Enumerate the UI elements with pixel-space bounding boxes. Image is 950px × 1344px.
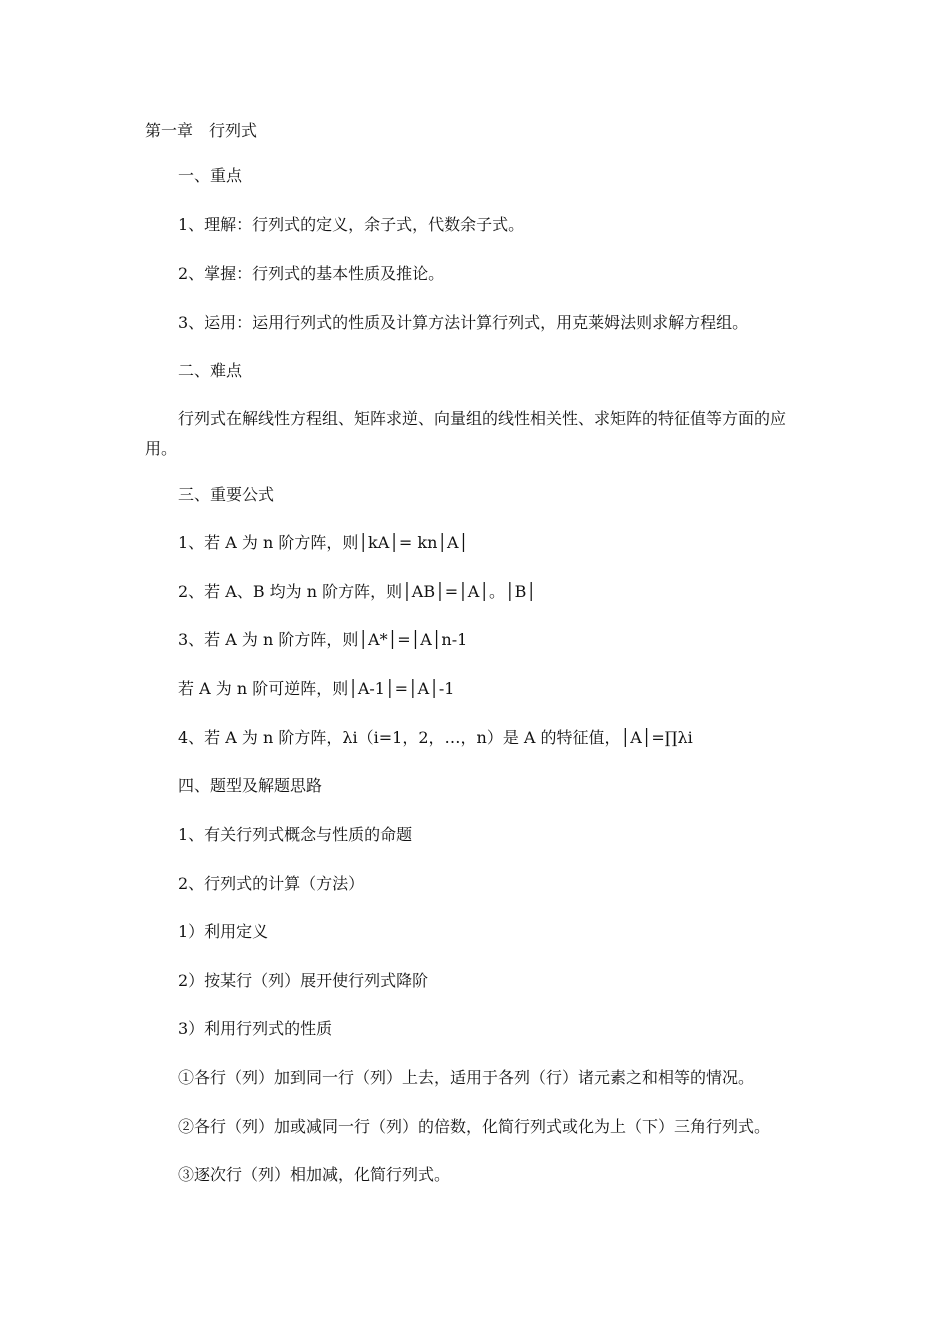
- property-item: ①各行（列）加到同一行（列）上去，适用于各列（行）诸元素之和相等的情况。: [178, 1068, 755, 1087]
- property-item: ②各行（列）加或减同一行（列）的倍数，化简行列式或化为上（下）三角行列式。: [178, 1117, 771, 1136]
- property-item: ③逐次行（列）相加减，化简行列式。: [178, 1165, 451, 1184]
- section-heading-key-points: 一、重点: [178, 166, 243, 185]
- key-point-item: 3、运用：运用行列式的性质及计算方法计算行列式，用克莱姆法则求解方程组。: [178, 313, 749, 332]
- section-heading-difficulties: 二、难点: [178, 361, 243, 380]
- chapter-title: 第一章 行列式: [145, 121, 258, 140]
- method-item: 2）按某行（列）展开使行列式降阶: [178, 971, 429, 990]
- method-item: 1）利用定义: [178, 922, 269, 941]
- section-heading-formulas: 三、重要公式: [178, 485, 275, 504]
- formula-item: 4、若 A 为 n 阶方阵，λi（i=1，2，…，n）是 A 的特征值，│A│=∏λi: [178, 728, 693, 747]
- formula-item: 若 A 为 n 阶可逆阵，则│A-1│=│A│-1: [178, 679, 455, 698]
- key-point-item: 2、掌握：行列式的基本性质及推论。: [178, 264, 445, 283]
- formula-item: 1、若 A 为 n 阶方阵，则│kA│= kn│A│: [178, 533, 469, 552]
- key-point-item: 1、理解：行列式的定义，余子式，代数余子式。: [178, 215, 525, 234]
- formula-item: 2、若 A、B 均为 n 阶方阵，则│AB│=│A│。│B│: [178, 582, 536, 601]
- difficulties-paragraph: 行列式在解线性方程组、矩阵求逆、向量组的线性相关性、求矩阵的特征值等方面的应用。: [145, 409, 787, 458]
- formula-item: 3、若 A 为 n 阶方阵，则│A*│=│A│n-1: [178, 630, 468, 649]
- question-type-item: 2、行列式的计算（方法）: [178, 874, 365, 893]
- section-heading-question-types: 四、题型及解题思路: [178, 776, 323, 795]
- question-type-item: 1、有关行列式概念与性质的命题: [178, 825, 413, 844]
- method-item: 3）利用行列式的性质: [178, 1019, 333, 1038]
